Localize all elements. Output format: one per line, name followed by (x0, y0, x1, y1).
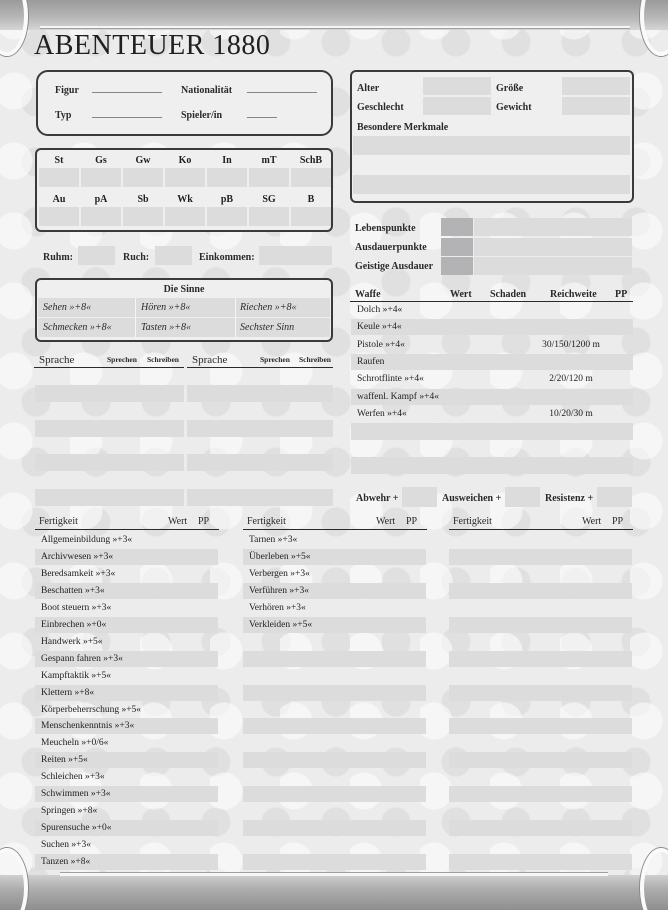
sheet-title: ABENTEUER 1880 (34, 30, 271, 61)
corner-swirl-top-right-icon (640, 0, 668, 56)
skill-row[interactable]: Tarnen »+3« (249, 535, 298, 545)
attribute-field-sg[interactable] (249, 207, 289, 226)
nationalitaet-field[interactable]: ______________ (247, 83, 317, 94)
corner-swirl-bottom-right-icon (640, 848, 668, 910)
attribute-label-schb: SchB (299, 155, 323, 166)
figur-field[interactable]: ______________ (92, 83, 162, 94)
ruhm-label: Ruhm: (43, 252, 74, 263)
weapon-range: 30/150/1200 m (542, 339, 600, 350)
weapon-col-waffe: Waffe (355, 289, 381, 300)
attribute-label-in: In (222, 155, 232, 166)
skill-col-wert: Wert (376, 516, 396, 527)
lebenspunkte-track-field[interactable] (474, 218, 632, 236)
skill-row[interactable] (243, 718, 426, 734)
senses-divider (235, 298, 236, 337)
attribute-label-sb: Sb (137, 194, 149, 205)
sense-schmecken: Schmecken »+8« (43, 322, 112, 333)
attribute-label-gw: Gw (135, 155, 151, 166)
ausweichen-field[interactable] (505, 487, 540, 507)
corner-swirl-top-left-icon (0, 0, 28, 56)
skill-row[interactable] (449, 651, 632, 667)
skill-row[interactable]: Boot steuern »+3« (41, 602, 112, 613)
abwehr-label: Abwehr + (356, 493, 399, 504)
attribute-label-gs: Gs (95, 155, 107, 166)
skill-col-wert: Wert (168, 516, 188, 527)
lebenspunkte-max-field[interactable] (441, 218, 473, 236)
groesse-field[interactable] (562, 77, 630, 95)
alter-field[interactable] (423, 77, 491, 95)
language-col-schreiben: Schreiben (299, 355, 331, 364)
skill-row[interactable] (449, 786, 632, 802)
attribute-label-ko: Ko (178, 155, 192, 166)
abwehr-field[interactable] (402, 487, 437, 507)
ausdauerpunkte-label: Ausdauerpunkte (355, 242, 427, 253)
skill-row[interactable] (449, 634, 632, 650)
skill-row[interactable] (243, 634, 426, 650)
merkmale-field-2[interactable] (353, 175, 630, 194)
attribute-label-b: B (307, 194, 315, 205)
skill-row[interactable]: Beredsamkeit »+3« (41, 568, 116, 579)
skill-row[interactable] (449, 617, 632, 633)
skill-row[interactable]: Verhören »+3« (249, 602, 306, 613)
skill-row[interactable]: Beschatten »+3« (35, 583, 218, 599)
skill-row[interactable]: Suchen »+3« (41, 840, 91, 851)
typ-field[interactable]: ______________ (92, 108, 162, 119)
ausdauerpunkte-track-field[interactable] (474, 238, 632, 256)
ruhm-field[interactable] (78, 246, 115, 265)
identity-panel (36, 70, 333, 136)
sense-tasten: Tasten »+8« (141, 322, 191, 333)
skill-row[interactable] (243, 820, 426, 836)
skill-row[interactable] (243, 668, 426, 684)
weapon-name: Keule »+4« (357, 322, 402, 333)
sense-sehen: Sehen »+8« (43, 302, 92, 313)
skill-row[interactable] (243, 803, 426, 819)
gewicht-field[interactable] (562, 97, 630, 115)
attribute-field-mt[interactable] (249, 168, 289, 187)
skill-row[interactable] (449, 752, 632, 768)
skill-row[interactable] (449, 820, 632, 836)
skill-col-fertigkeit: Fertigkeit (39, 516, 78, 527)
skill-col-pp: PP (612, 516, 624, 527)
skill-row[interactable] (449, 566, 632, 582)
groesse-label: Größe (496, 83, 524, 94)
skill-row[interactable] (449, 837, 632, 853)
skill-row[interactable] (449, 685, 632, 701)
resistenz-field[interactable] (597, 487, 632, 507)
skill-row[interactable] (243, 651, 426, 667)
skill-col-fertigkeit: Fertigkeit (453, 516, 492, 527)
skill-row[interactable] (449, 718, 632, 734)
attribute-label-st: St (54, 155, 64, 166)
skill-row[interactable]: Körperbeherrschung »+5« (41, 704, 142, 715)
merkmale-label: Besondere Merkmale (357, 122, 449, 133)
weapon-name: Pistole »+4« (357, 339, 405, 350)
language-col-sprache: Sprache (192, 354, 228, 366)
skill-row[interactable] (243, 786, 426, 802)
attribute-label-mt: mT (261, 155, 277, 166)
weapon-name: waffenl. Kampf »+4« (357, 391, 439, 402)
weapon-range: 2/20/120 m (549, 374, 593, 385)
skill-row[interactable] (449, 854, 632, 870)
skill-row[interactable] (243, 735, 426, 751)
weapon-col-wert: Wert (450, 289, 472, 300)
attribute-field-au[interactable] (39, 207, 79, 226)
skill-row[interactable]: Einbrechen »+0« (35, 617, 218, 633)
sense-hoeren: Hören »+8« (141, 302, 191, 313)
skill-row[interactable] (449, 583, 632, 599)
einkommen-label: Einkommen: (199, 252, 255, 263)
language-field[interactable] (35, 454, 184, 471)
bottom-ornament-band (0, 875, 668, 910)
attribute-field-sb[interactable] (123, 207, 163, 226)
language-field[interactable] (187, 385, 333, 402)
attribute-field-pa[interactable] (81, 207, 121, 226)
skill-row[interactable]: Tanzen »+8« (35, 854, 218, 870)
bottom-ornament-ribbon (60, 872, 608, 876)
sense-riechen: Riechen »+8« (240, 302, 297, 313)
skill-row[interactable] (243, 702, 426, 718)
skill-row[interactable] (449, 668, 632, 684)
skill-row[interactable] (449, 769, 632, 785)
top-ornament-ribbon (40, 26, 630, 29)
gewicht-label: Gewicht (496, 102, 532, 113)
weapon-row[interactable] (351, 319, 633, 335)
skill-row[interactable] (449, 549, 632, 565)
corner-swirl-bottom-left-icon (0, 848, 28, 910)
attribute-field-st[interactable] (39, 168, 79, 187)
geistige-ausdauer-label: Geistige Ausdauer (355, 261, 434, 272)
skill-row[interactable] (449, 532, 632, 548)
merkmale-field-1[interactable] (353, 136, 630, 155)
weapon-col-pp: PP (615, 289, 628, 300)
skill-row[interactable]: Allgemeinbildung »+3« (41, 535, 133, 545)
weapon-col-schaden: Schaden (490, 289, 527, 300)
attribute-field-schb[interactable] (291, 168, 331, 187)
skill-row[interactable] (449, 735, 632, 751)
language-col-schreiben: Schreiben (147, 355, 179, 364)
skill-col-pp: PP (198, 516, 210, 527)
attribute-field-in[interactable] (207, 168, 247, 187)
weapon-row[interactable] (351, 354, 633, 370)
language-col-sprechen: Sprechen (260, 355, 290, 364)
skill-row[interactable]: Verführen »+3« (243, 583, 426, 599)
senses-divider (135, 298, 136, 337)
geistige-ausdauer-max-field[interactable] (441, 257, 473, 275)
skill-col-pp: PP (406, 516, 418, 527)
spieler-field[interactable]: ______ (247, 108, 277, 119)
language-field[interactable] (187, 420, 333, 437)
attribute-field-gw[interactable] (123, 168, 163, 187)
skill-row[interactable]: Schleichen »+3« (41, 772, 105, 783)
weapon-name: Dolch »+4« (357, 305, 403, 315)
skill-row[interactable]: Handwerk »+5« (41, 636, 103, 647)
geschlecht-label: Geschlecht (357, 102, 404, 113)
typ-label: Typ (55, 110, 72, 121)
weapon-row[interactable] (351, 302, 633, 318)
ruch-label: Ruch: (123, 252, 150, 263)
ruch-field[interactable] (155, 246, 192, 265)
language-field[interactable] (35, 385, 184, 402)
skill-row[interactable]: Überleben »+5« (243, 549, 426, 565)
weapon-name: Raufen (357, 356, 385, 367)
language-field[interactable] (35, 489, 184, 506)
skill-row[interactable] (449, 600, 632, 616)
skill-row[interactable]: Gespann fahren »+3« (35, 651, 218, 667)
language-col-sprache: Sprache (39, 354, 75, 366)
spieler-label: Spieler/in (181, 110, 223, 121)
attribute-label-wk: Wk (177, 194, 193, 205)
skill-row[interactable]: Meucheln »+0/6« (41, 738, 109, 749)
senses-title: Die Sinne (163, 284, 205, 295)
skill-row[interactable] (449, 702, 632, 718)
skill-row[interactable]: Schwimmen »+3« (35, 786, 218, 802)
attribute-label-pa: pA (94, 194, 108, 205)
skill-row[interactable]: Kampftaktik »+5« (41, 670, 111, 681)
skill-row[interactable] (243, 837, 426, 853)
language-field[interactable] (35, 420, 184, 437)
skill-col-wert: Wert (582, 516, 602, 527)
attribute-field-wk[interactable] (165, 207, 205, 226)
skill-row[interactable] (243, 769, 426, 785)
attribute-label-sg: SG (262, 194, 276, 205)
resistenz-label: Resistenz + (545, 493, 594, 504)
skill-col-fertigkeit: Fertigkeit (247, 516, 286, 527)
skill-row[interactable]: Springen »+8« (41, 806, 98, 817)
language-field[interactable] (187, 489, 333, 506)
attribute-label-au: Au (52, 194, 66, 205)
weapon-row[interactable] (351, 389, 633, 405)
weapon-row[interactable] (351, 337, 633, 353)
weapon-field-empty[interactable] (351, 423, 633, 440)
skill-row[interactable]: Klettern »+8« (35, 685, 218, 701)
attribute-field-ko[interactable] (165, 168, 205, 187)
alter-label: Alter (357, 83, 380, 94)
skill-row[interactable]: Verkleiden »+5« (243, 617, 426, 633)
skill-row[interactable] (243, 752, 426, 768)
attribute-field-gs[interactable] (81, 168, 121, 187)
weapon-col-reichweite: Reichweite (550, 289, 597, 300)
sense-sechster-sinn: Sechster Sinn (240, 322, 295, 333)
skill-row[interactable]: Reiten »+5« (35, 752, 218, 768)
skill-row[interactable]: Verbergen »+3« (249, 568, 310, 579)
skill-row[interactable] (243, 685, 426, 701)
skill-row[interactable] (449, 803, 632, 819)
figur-label: Figur (55, 85, 79, 96)
ausweichen-label: Ausweichen + (442, 493, 502, 504)
weapon-row[interactable] (351, 371, 633, 387)
ausdauerpunkte-max-field[interactable] (441, 238, 473, 256)
weapon-field-empty[interactable] (351, 457, 633, 474)
language-field[interactable] (187, 454, 333, 471)
nationalitaet-label: Nationalität (181, 85, 233, 96)
geistige-ausdauer-track-field[interactable] (474, 257, 632, 275)
attribute-label-pb: pB (220, 194, 234, 205)
geschlecht-field[interactable] (423, 97, 491, 115)
weapon-range: 10/20/30 m (549, 408, 593, 419)
attribute-field-pb[interactable] (207, 207, 247, 226)
weapon-name: Schrotflinte »+4« (357, 374, 424, 385)
skill-row[interactable]: Archivwesen »+3« (35, 549, 218, 565)
einkommen-field[interactable] (259, 246, 332, 265)
skill-row[interactable]: Menschenkenntnis »+3« (35, 718, 218, 734)
skill-row[interactable]: Spurensuche »+0« (35, 820, 218, 836)
weapon-name: Werfen »+4« (357, 408, 407, 419)
skill-row[interactable] (243, 854, 426, 870)
lebenspunkte-label: Lebenspunkte (355, 223, 416, 234)
attribute-field-b[interactable] (291, 207, 331, 226)
weapon-row[interactable] (351, 406, 633, 422)
language-col-sprechen: Sprechen (107, 355, 137, 364)
